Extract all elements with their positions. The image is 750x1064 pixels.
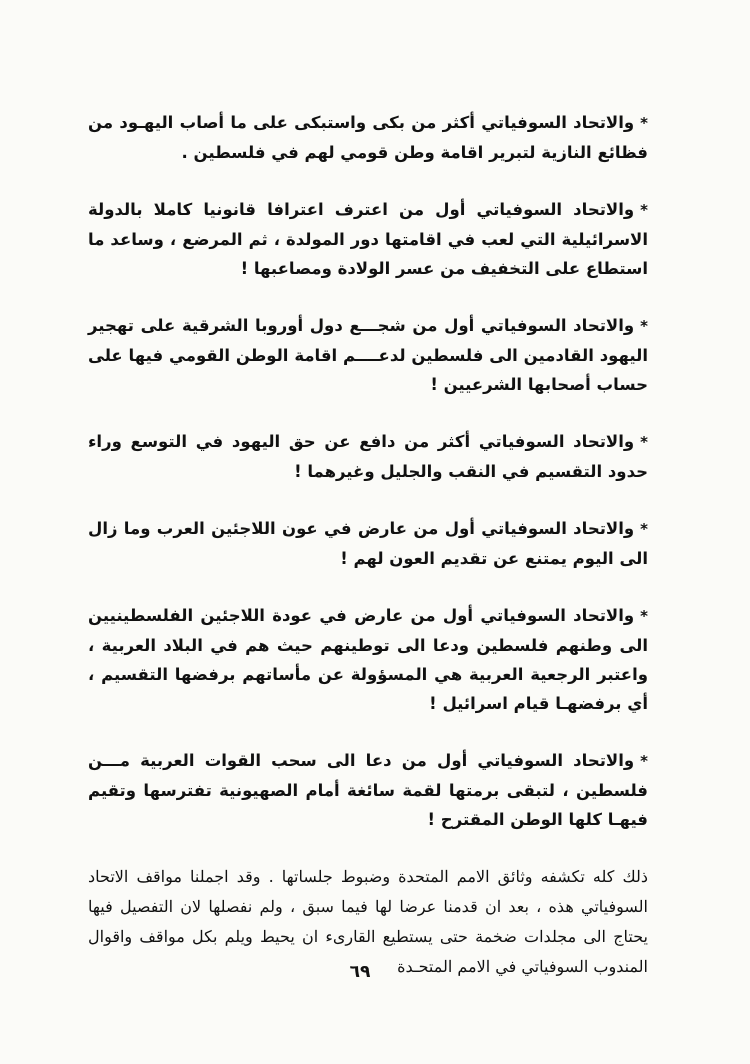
star-bullet-icon: * [640, 114, 648, 132]
star-bullet-icon: * [640, 520, 648, 538]
closing-paragraph: ذلك كله تكشفه وثائق الامم المتحدة وضبوط جلساتها . وقد اجملنا مواقف الاتحاد السوفياتي هذه ، بعد ان قدمنا عرضا لها فيما سبق ، ولم نفصلها لان التفصيل فيها يحتاج الى مجلدات ضخمة حتى يستطيع القارىء ان يحيط ويلم بكل مواقف واقوال المندوب السوفياتي في الامم المتحـدة [88, 867, 648, 976]
paragraph-4 [88, 427, 648, 486]
paragraph-6 [88, 601, 648, 718]
paragraph-2 [88, 195, 648, 283]
paragraph-3 [88, 311, 648, 399]
paragraph-text: والاتحاد السوفياتي أول من عارض في عودة اللاجئين الفلسطينيين الى وطنهم فلسطين ودعا الى توطينهم حيث هم في البلاد العربية ، واعتبر الرجعية العربية هي المسؤولة عن مأساتهم برفضها التقسيم ، أي برفضهـا قيام اسرائيل ! [88, 606, 648, 713]
star-bullet-icon: * [640, 607, 648, 625]
star-bullet-icon: * [640, 317, 648, 335]
paragraph-text: والاتحاد السوفياتي أكثر من بكى واستبكى على ما أصاب اليهـود من فظائع النازية لتبرير اقامة وطن قومي لهم في فلسطين . [88, 113, 648, 162]
paragraph-text: والاتحاد السوفياتي أول من دعا الى سحب القوات العربية مـــن فلسطين ، لتبقى برمتها لقمة سائغة أمام الصهيونية تفترسها وتقيم فيهـا كلها الوطن المقترح ! [88, 751, 648, 829]
paragraph-5 [88, 514, 648, 573]
paragraph-text: والاتحاد السوفياتي أول من شجـــع دول أوروبا الشرقية على تهجير اليهود القادمين الى فلسطين لدعــــم اقامة الوطن القومي فيها على حساب أصحابها الشرعيين ! [88, 316, 648, 394]
page-body [88, 108, 648, 982]
page-number: ٦٩ [349, 962, 371, 982]
paragraph-text: والاتحاد السوفياتي أول من عارض في عون اللاجئين العرب وما زال الى اليوم يمتنع عن تقديم العون لهم ! [88, 519, 648, 568]
paragraph-text: والاتحاد السوفياتي أكثر من دافع عن حق اليهود في التوسع وراء حدود التقسيم في النقب والجليل وغيرهما ! [88, 432, 648, 481]
star-bullet-icon: * [640, 201, 648, 219]
star-bullet-icon: * [640, 433, 648, 451]
paragraph-1 [88, 108, 648, 167]
paragraph-7 [88, 746, 648, 834]
star-bullet-icon: * [640, 752, 648, 770]
paragraph-text: والاتحاد السوفياتي أول من اعترف اعترافا قانونيا كاملا بالدولة الاسرائيلية التي لعب في اقامتها دور المولدة ، ثم المرضع ، وساعد ما استطاع على التخفيف من عسر الولادة ومصاعبها ! [88, 200, 648, 278]
